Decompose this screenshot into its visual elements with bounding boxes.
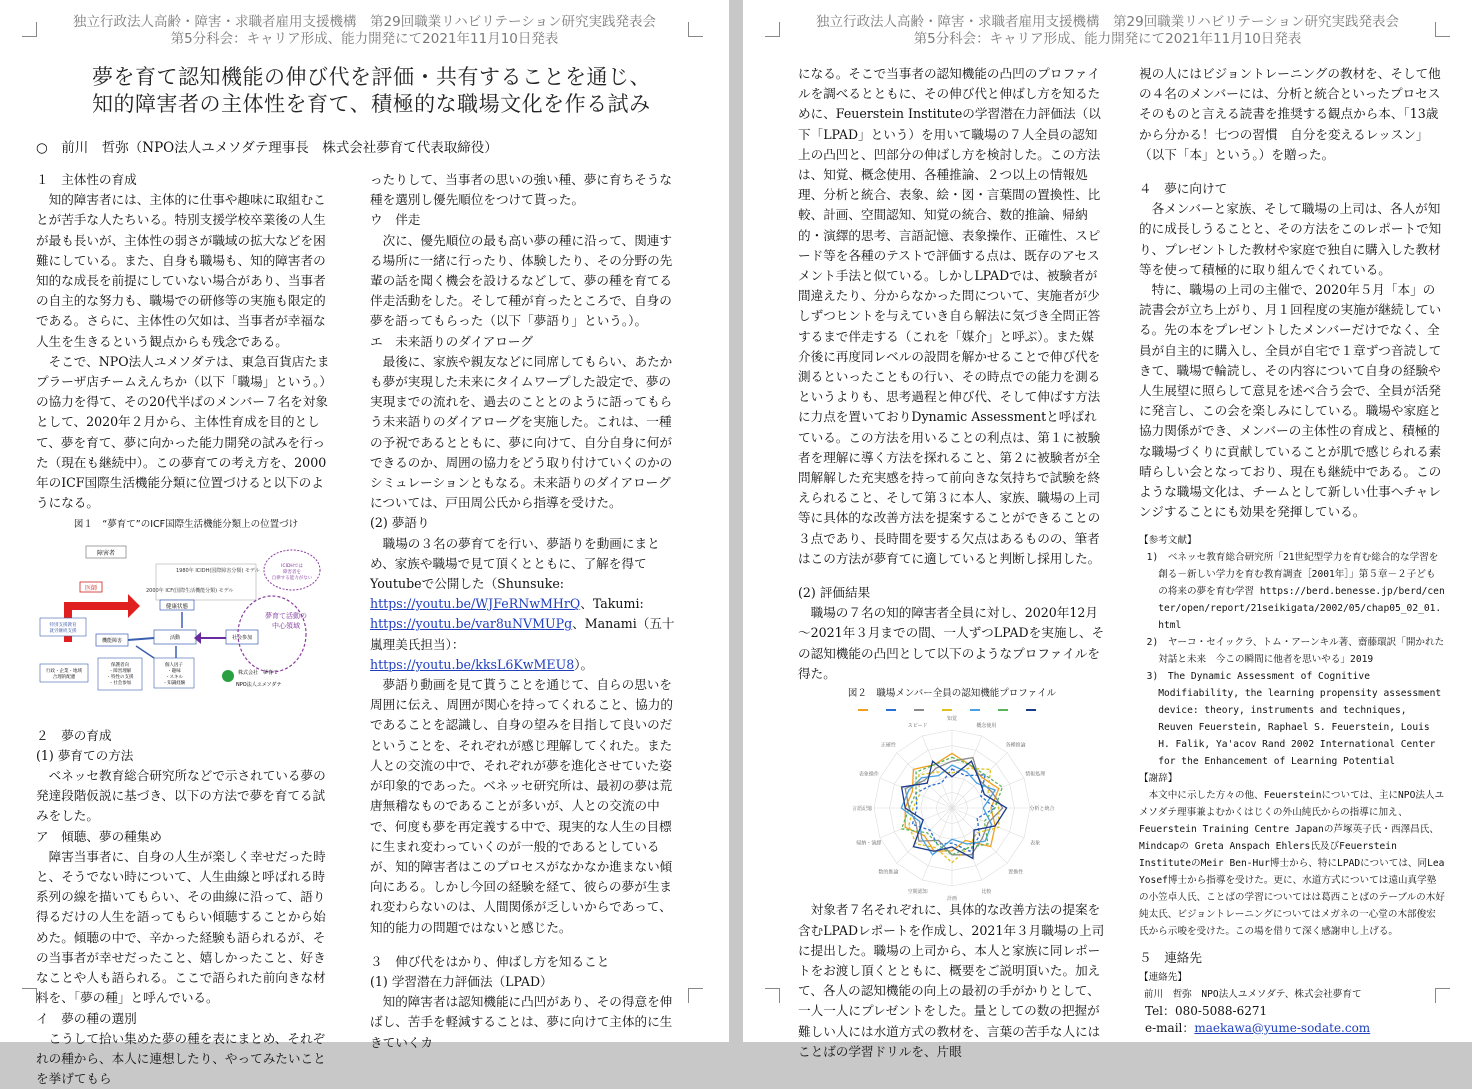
column-1: [36, 170, 336, 1089]
crop-mark: [688, 988, 703, 1003]
paragraph: 特に、職場の上司の主催で、2020年５月「本」の読書会が立ち上がり、月１回程度の実施が継続している。先の本をプレゼントしたメンバーだけでなく、全員が自主的に購入し、全員が自宅で１章ずつ音読してきて、職場で輪読し、その内容について自身の経験や人生展望に照らして意見を述べ合う会で、全員が活発に発言し、この会を楽しみにしている。職場や家庭と協力関係ができ、メンバーの主体性の育成と、積極的な職場づくりに貢献していることが肌で感じられる素晴らしい会となっており、現在も継続中である。このような職場文化は、チームとして新しい仕事へチャレンジすることにも効果を発揮している。: [1139, 282, 1442, 520]
icidh-label: 1980年 ICIDH(国際障害分類) モデル: [176, 567, 260, 574]
svg-text:保護者向: 保護者向: [111, 662, 129, 668]
box-top1: 障害者: [96, 549, 116, 557]
contact-heading: 【連絡先】: [1139, 971, 1187, 983]
svg-text:・障害理解: ・障害理解: [108, 668, 132, 674]
axis-label: 表象操作: [858, 771, 879, 778]
paragraph: 夢語り動画を見て貰うことを通じて、自らの思いを周囲に伝え、周囲が関心を持ってくれること、協力的であることを認識し、自身の望みを目指して良いのだということを、それぞれが感じ理解してくれた。また人との交流の中で、それぞれが夢を進化させていた姿が印象的であった。ベネッセ研究所は、最初の夢は荒唐無稽なものであることが多いが、人との交流の中で、何度も夢を再定義する中で、現実的な人生の目標に生まれ変わっていくのが一般的であるとしているが、知的障害者はこのプロセスがなかなか進まない傾向にある。しかし今回の経験を経て、彼らの夢が生まれ変わらないのは、人間関係が乏しいからであって、知的能力の問題ではないと感じた。: [370, 677, 674, 935]
paragraph: 知的障害者には、主体的に仕事や趣味に取組むことが苦手な人たちいる。特別支援学校卒業後の人生が最も長いが、主体性の弱さが職域の拡大などを困難にしている。また、自身も職場も、知的障害者の知的な成長を前提にしていない場合があり、当事者の自主的な努力も、職場での研修等の実施も限定的である。さらに、主体性の欠如は、当事者が幸福な人生を生きるという観点からも残念である。: [36, 192, 326, 349]
references-heading: 【参考文献】: [1139, 535, 1197, 547]
paragraph: 知的障害者は認知機能に凸凹があり、その得意を伸ばし、苦手を軽減することは、夢に向けて主体的に生きていくカ: [370, 994, 673, 1050]
act-label: 活動: [169, 634, 181, 641]
paper-title: [92, 64, 651, 118]
contact-email-line: [1139, 1020, 1445, 1037]
subsection-heading: (2) 夢語り: [370, 515, 430, 531]
axis-label: 知覚: [946, 716, 958, 723]
header-line-2: 第5分科会：キャリア形成、能力開発にて2021年11月10日発表: [170, 31, 559, 47]
paragraph: そこで、NPO法人ユメソダテは、東急百貨店たまプラーザ店チームえんちか（以下「職場」という。）の協力を得て、その20代半ばのメンバー７名を対象として、2020年２月から、主体性育成を目的として、夢を育て、夢に向かった能力開発の試みを行った（現在も継続中）。この夢育ての考え方を、2000年のICF国際生活機能分類に位置づけると以下のようになる。: [36, 353, 332, 511]
svg-text:機能障害: 機能障害: [101, 637, 123, 644]
thanks-heading: 【謝辞】: [1139, 773, 1178, 785]
axis-label: 分析と統合: [1029, 806, 1055, 813]
paragraph: ベネッセ教育総合研究所などで示されている夢の発達段階仮説に基づき、以下の方法で夢を育てる試みをした。: [36, 768, 326, 824]
text: ）。: [574, 656, 594, 672]
axis-label: 概念使用: [976, 723, 997, 730]
title-line-2: 知的障害者の主体性を育て、積極的な職場文化を作る試み: [92, 92, 651, 116]
figure-caption: 図１ “夢育て”のICF国際生活機能分類上の位置づけ: [73, 519, 299, 531]
svg-text:・趣味: ・趣味: [167, 668, 181, 674]
running-header: [0, 14, 729, 48]
svg-text:・スキル: ・スキル: [165, 674, 183, 680]
email-label: e-mail：: [1145, 1020, 1195, 1035]
part-label: 社会参加: [231, 634, 253, 641]
figure-radar: [798, 704, 1106, 903]
subsection-heading: エ 未来語りのダイアローグ: [370, 333, 534, 349]
paragraph: 職場の７名の知的障害者全員に対し、2020年12月～2021年３月までの間、一人ずつLPADを実施し、その認知機能の凸凹として以下のようなプロファイルを得た。: [798, 605, 1105, 681]
crop-mark: [765, 988, 780, 1003]
youtube-link-2[interactable]: https://youtu.be/var8uNVMUPg: [370, 616, 573, 632]
running-header: [743, 14, 1472, 48]
axis-label: 比較: [981, 889, 992, 896]
email-link[interactable]: maekawa@yume-sodate.com: [1194, 1020, 1371, 1035]
header-line-1: 独立行政法人高齢・障害・求職者雇用支援機構 第29回職業リハビリテーション研究実践発表会: [73, 14, 656, 30]
paragraph: 次に、優先順位の最も高い夢の種に沿って、関連する場所に一緒に行ったり、体験したり、その分野の先輩の話を聞く機会を設けるなどして、夢の種を育てる伴走活動をした。そして種が育ったところで、自身の夢を語ってもらった（以下「夢語り」という。）。: [370, 232, 673, 329]
thanks-text: 本文中に示した方々の他、Feuersteinについては、主にNPO法人ユメソダテ理事兼よむかくはじくの外山純氏からの指導に加え、Feuerstein Training Centre Japanの芦塚英子氏・西澤昌氏、Mindcapの Greta Anspach Ehlers氏及びFeuerstein InstituteのMeir Ben-Hur博士から、特にLPADについては、同Lea Yosef博士から指導を受けた。更に、水道方式については遠山真学塾の小笠卓人氏、ことばの学習についてはは葛西ことばのテーブルの木好純太氏、ビジョントレーニングについてはメガネの一心堂の木部俊宏氏から示唆を受けた。この場を借りて深く感謝申し上げる。: [1139, 790, 1445, 938]
author-line: ○ 前川 哲弥（NPO法人ユメソダテ理事長 株式会社夢育て代表取締役）: [36, 140, 498, 156]
reference-2: 2) ヤーコ・セイックラ、トム・アーンキル著、齋藤環訳「開かれた対話と未来 今この瞬間に他者を思いやる」2019: [1146, 637, 1445, 666]
subsection-heading: ア 傾聴、夢の種集め: [36, 828, 162, 844]
paragraph: になる。そこで当事者の認知機能の凸凹のプロファイルを調べるとともに、その伸び代と伸ばし方を知るために、Feuerstein Instituteの学習潜在力評価法（以下「LPAD」という）を用いて職場の７人全員の認知上の凸凹と、凹部分の伸ばし方を検討した。この方法は、知覚、概念使用、各種推論、２つ以上の情報処理、分析と統合、表象、絵・図・言葉間の置換性、比較、計画、空間認知、知覚の統合、数的推論、帰納的・演繹的思考、言語記憶、表象操作、正確性、スピード等を各種のテストで評価する点は、既存のアセスメント手法と似ている。しかしLPADでは、被験者が間違えたり、分からなかった問について、実施者が少しずつヒントを与えていき自ら解法に気づき全問正答するまで伴走する（これを「媒介」と呼ぶ）。また媒介後に再度同レベルの設問を解かせることで伸び代を測るといったこともの行い、その時点での能力を測るというよりも、思考過程と伸び代、そして伸ばす方法に力点を置いておりDynamic Assessmentと呼ばれている。この方法を用いることの利点は、第１に被験者を理解に導く方法を探れること、第２に被験者が全問解解した充実感を持って前向きな気持ちで試験を終えられること、そして第３に本人、家族、職場の上司等に具体的な改善方法を提案することができることの３点であり、長時間を要する欠点はあるものの、筆者はこの方法が夢育てに適していると判断し採用した。: [798, 66, 1101, 566]
contact-name: 前川 哲弥 NPO法人ユメソダテ、株式会社夢育て: [1143, 988, 1362, 1000]
figure-icf: [36, 542, 336, 702]
svg-text:合理的配慮: 合理的配慮: [52, 674, 76, 680]
header-line-1: 独立行政法人高齢・障害・求職者雇用支援機構 第29回職業リハビリテーション研究実践発表会: [816, 14, 1399, 30]
section-heading: ４ 夢に向けて: [1139, 181, 1228, 197]
subsection-heading: ウ 伴走: [370, 212, 421, 228]
subsection-heading: (2) 評価結果: [798, 585, 871, 601]
svg-text:行政・企業・地域: 行政・企業・地域: [46, 668, 82, 674]
axis-label: 正確性: [880, 742, 896, 749]
axis-label: 計画: [946, 896, 958, 903]
health-label: 健康状態: [165, 603, 189, 610]
icf-label: 2000年 ICF(国際生活機能分類) モデル: [146, 587, 234, 594]
svg-text:個人因子: 個人因子: [165, 662, 183, 668]
svg-text:・知識経験: ・知識経験: [162, 680, 186, 686]
axis-label: 数的推論: [878, 869, 899, 876]
svg-text:夢育て活動の: 夢育て活動の: [265, 611, 307, 620]
svg-text:就労継続支援: 就労継続支援: [49, 628, 77, 634]
icf-diagram: [36, 542, 336, 702]
reference-1: 1) ベネッセ教育総合研究所「21世紀型学力を育む総合的な学習を創る－新しい学力を育む教育調査［2001年］」第５章－２子どもの将来の夢を育む学習 https://berd.benesse.jp/berd/center/open/report/21seikigata/2002/05/chap05_02_01.html: [1146, 552, 1445, 632]
paragraph: 対象者７名それぞれに、具体的な改善方法の提案を含むLPADレポートを作成し、2021年３月職場の上司に提出した。職場の上司から、本人と家族に同レポートをお渡し頂くとともに、概要をご説明頂いた。加えて、各人の認知機能の向上の最初の手がかりとして、一人一人にプレゼントをした。量としての数の把握が難しい人には水道方式の教材を、言葉の苦手な人にはことばの学習ドリルを、片眼: [798, 902, 1105, 1059]
paragraph: こうして拾い集めた夢の種を表にまとめ、それぞれの種から、本人に連想したり、やってみたいことを挙げてもら: [36, 1030, 326, 1087]
text: 職場の３名の夢育てを行い、夢語りを動画にまとめ、家族や職場で見て頂くとともに、了解を得てYoutubeで公開した（Shunsuke:: [370, 535, 660, 592]
title-line-1: 夢を育て認知機能の伸び代を評価・共有することを通じ、: [92, 65, 651, 89]
crop-mark: [22, 988, 37, 1003]
axis-label: 表象: [1030, 840, 1041, 847]
text: 、Manami（五十嵐理美氏担当）：: [370, 616, 675, 652]
axis-label: 空間認知: [907, 889, 928, 896]
axis-label: 帰納・演繹: [856, 840, 882, 847]
section-heading: ３ 伸び代をはかり、伸ばし方を知ること: [370, 953, 610, 969]
paragraph: 障害当事者に、自身の人生が楽しく幸せだった時と、そうでない時について、人生曲線と呼ばれる時系列の線を描いてもらい、その曲線に沿って、語り得るだけの人生を語ってもらい傾聴することから始めた。傾聴の中で、辛かった経験も語られるが、その当事者が幸せだったこと、嬉しかったこと、好きなことや人も語られる。ここで語られた前向きな材料を、「夢の種」と呼んでいる。: [36, 848, 326, 1006]
svg-text:中心領域: 中心領域: [272, 621, 300, 630]
youtube-link-1[interactable]: https://youtu.be/WJFeRNwMHrQ: [370, 596, 581, 612]
svg-text:ICIDHでは: ICIDHでは: [281, 563, 303, 569]
svg-text:特別支援教育: 特別支援教育: [49, 622, 77, 628]
page-left: [0, 0, 729, 1087]
logo-2: NPO法人ユメソダテ: [236, 681, 282, 688]
paragraph: ったりして、当事者の思いの強い種、夢に育ちそうな種を選別し優先順位をつけて貰った。: [370, 172, 672, 208]
radar-chart: [798, 704, 1106, 903]
paragraph: 視の人にはビジョントレーニングの教材を、そして他の４名のメンバーには、分析と統合といったプロセスそのものと言える読書を推奨する観点から本、「13歳から分かる！七つの習慣 自分を変えるレッスン」（以下「本」という。）を贈った。: [1139, 66, 1441, 162]
svg-text:自律する能力がない: 自律する能力がない: [271, 575, 313, 581]
figure-caption: 図２ 職場メンバー全員の認知機能プロファイル: [847, 688, 1057, 700]
section-heading: ５ 連絡先: [1139, 950, 1202, 966]
paragraph: 最後に、家族や親友などに同席してもらい、あたかも夢が実現した未来にタイムワープした設定で、夢の実現までの流れを、過去のこととのように語ってもらう未来語りのダイアローグを実施した。これは、一種の予祝であるとともに、夢に向けて、自分自身に何ができるのか、周囲の協力をどう取り付けていくのかのシミュレーションともなる。未来語りのダイアローグについては、戸田周公氏から指導を受けた。: [370, 353, 673, 511]
svg-text:・社会参加: ・社会参加: [108, 680, 132, 686]
column-2: [370, 170, 680, 1053]
column-3: [798, 64, 1106, 1062]
paragraph: [370, 534, 680, 675]
reference-3: 3) The Dynamic Assessment of Cognitive Modifiability, the learning propensity assessment device: theory, instruments and techniques, Reuven Feuerstein, Raphael S. Feuerstein, Louis H. Falik, Ya'acov Rand 2002 International Center for the Enhancement of Learning Potential: [1146, 671, 1442, 768]
axis-label: 各種推論: [1005, 742, 1026, 749]
column-4: [1139, 64, 1445, 1037]
subsection-heading: (1) 夢育ての方法: [36, 747, 134, 763]
axis-label: 言語記憶: [851, 806, 873, 813]
subsection-heading: イ 夢の種の選別: [36, 1010, 137, 1026]
ishi-label: 医師: [84, 584, 98, 592]
section-heading: １ 主体性の育成: [36, 172, 137, 187]
subsection-heading: (1) 学習潜在力評価法（LPAD）: [370, 973, 553, 989]
contact-tel: Tel：080-5088-6271: [1145, 1003, 1268, 1018]
youtube-link-3[interactable]: https://youtu.be/kksL6KwMEU8: [370, 656, 575, 672]
logo-1: 株式会社 夢育て: [238, 669, 279, 676]
axis-label: スピード: [907, 723, 928, 730]
page-right: [743, 0, 1472, 1059]
paragraph: 各メンバーと家族、そして職場の上司は、各人が知的に成長しうることと、その方法をこのレポートで知り、プレゼントした教材や家庭で独自に購入した教材等を使って積極的に取り組んでくれている。: [1139, 201, 1442, 277]
axis-label: 情報処理: [1025, 771, 1046, 778]
svg-text:・特性の支援: ・特性の支援: [106, 674, 134, 680]
axis-label: 置換性: [1008, 869, 1024, 876]
section-heading: ２ 夢の育成: [36, 727, 112, 743]
svg-text:障害者を: 障害者を: [283, 569, 301, 575]
text: 、Takumi:: [580, 596, 644, 612]
header-line-2: 第5分科会：キャリア形成、能力開発にて2021年11月10日発表: [913, 31, 1302, 47]
